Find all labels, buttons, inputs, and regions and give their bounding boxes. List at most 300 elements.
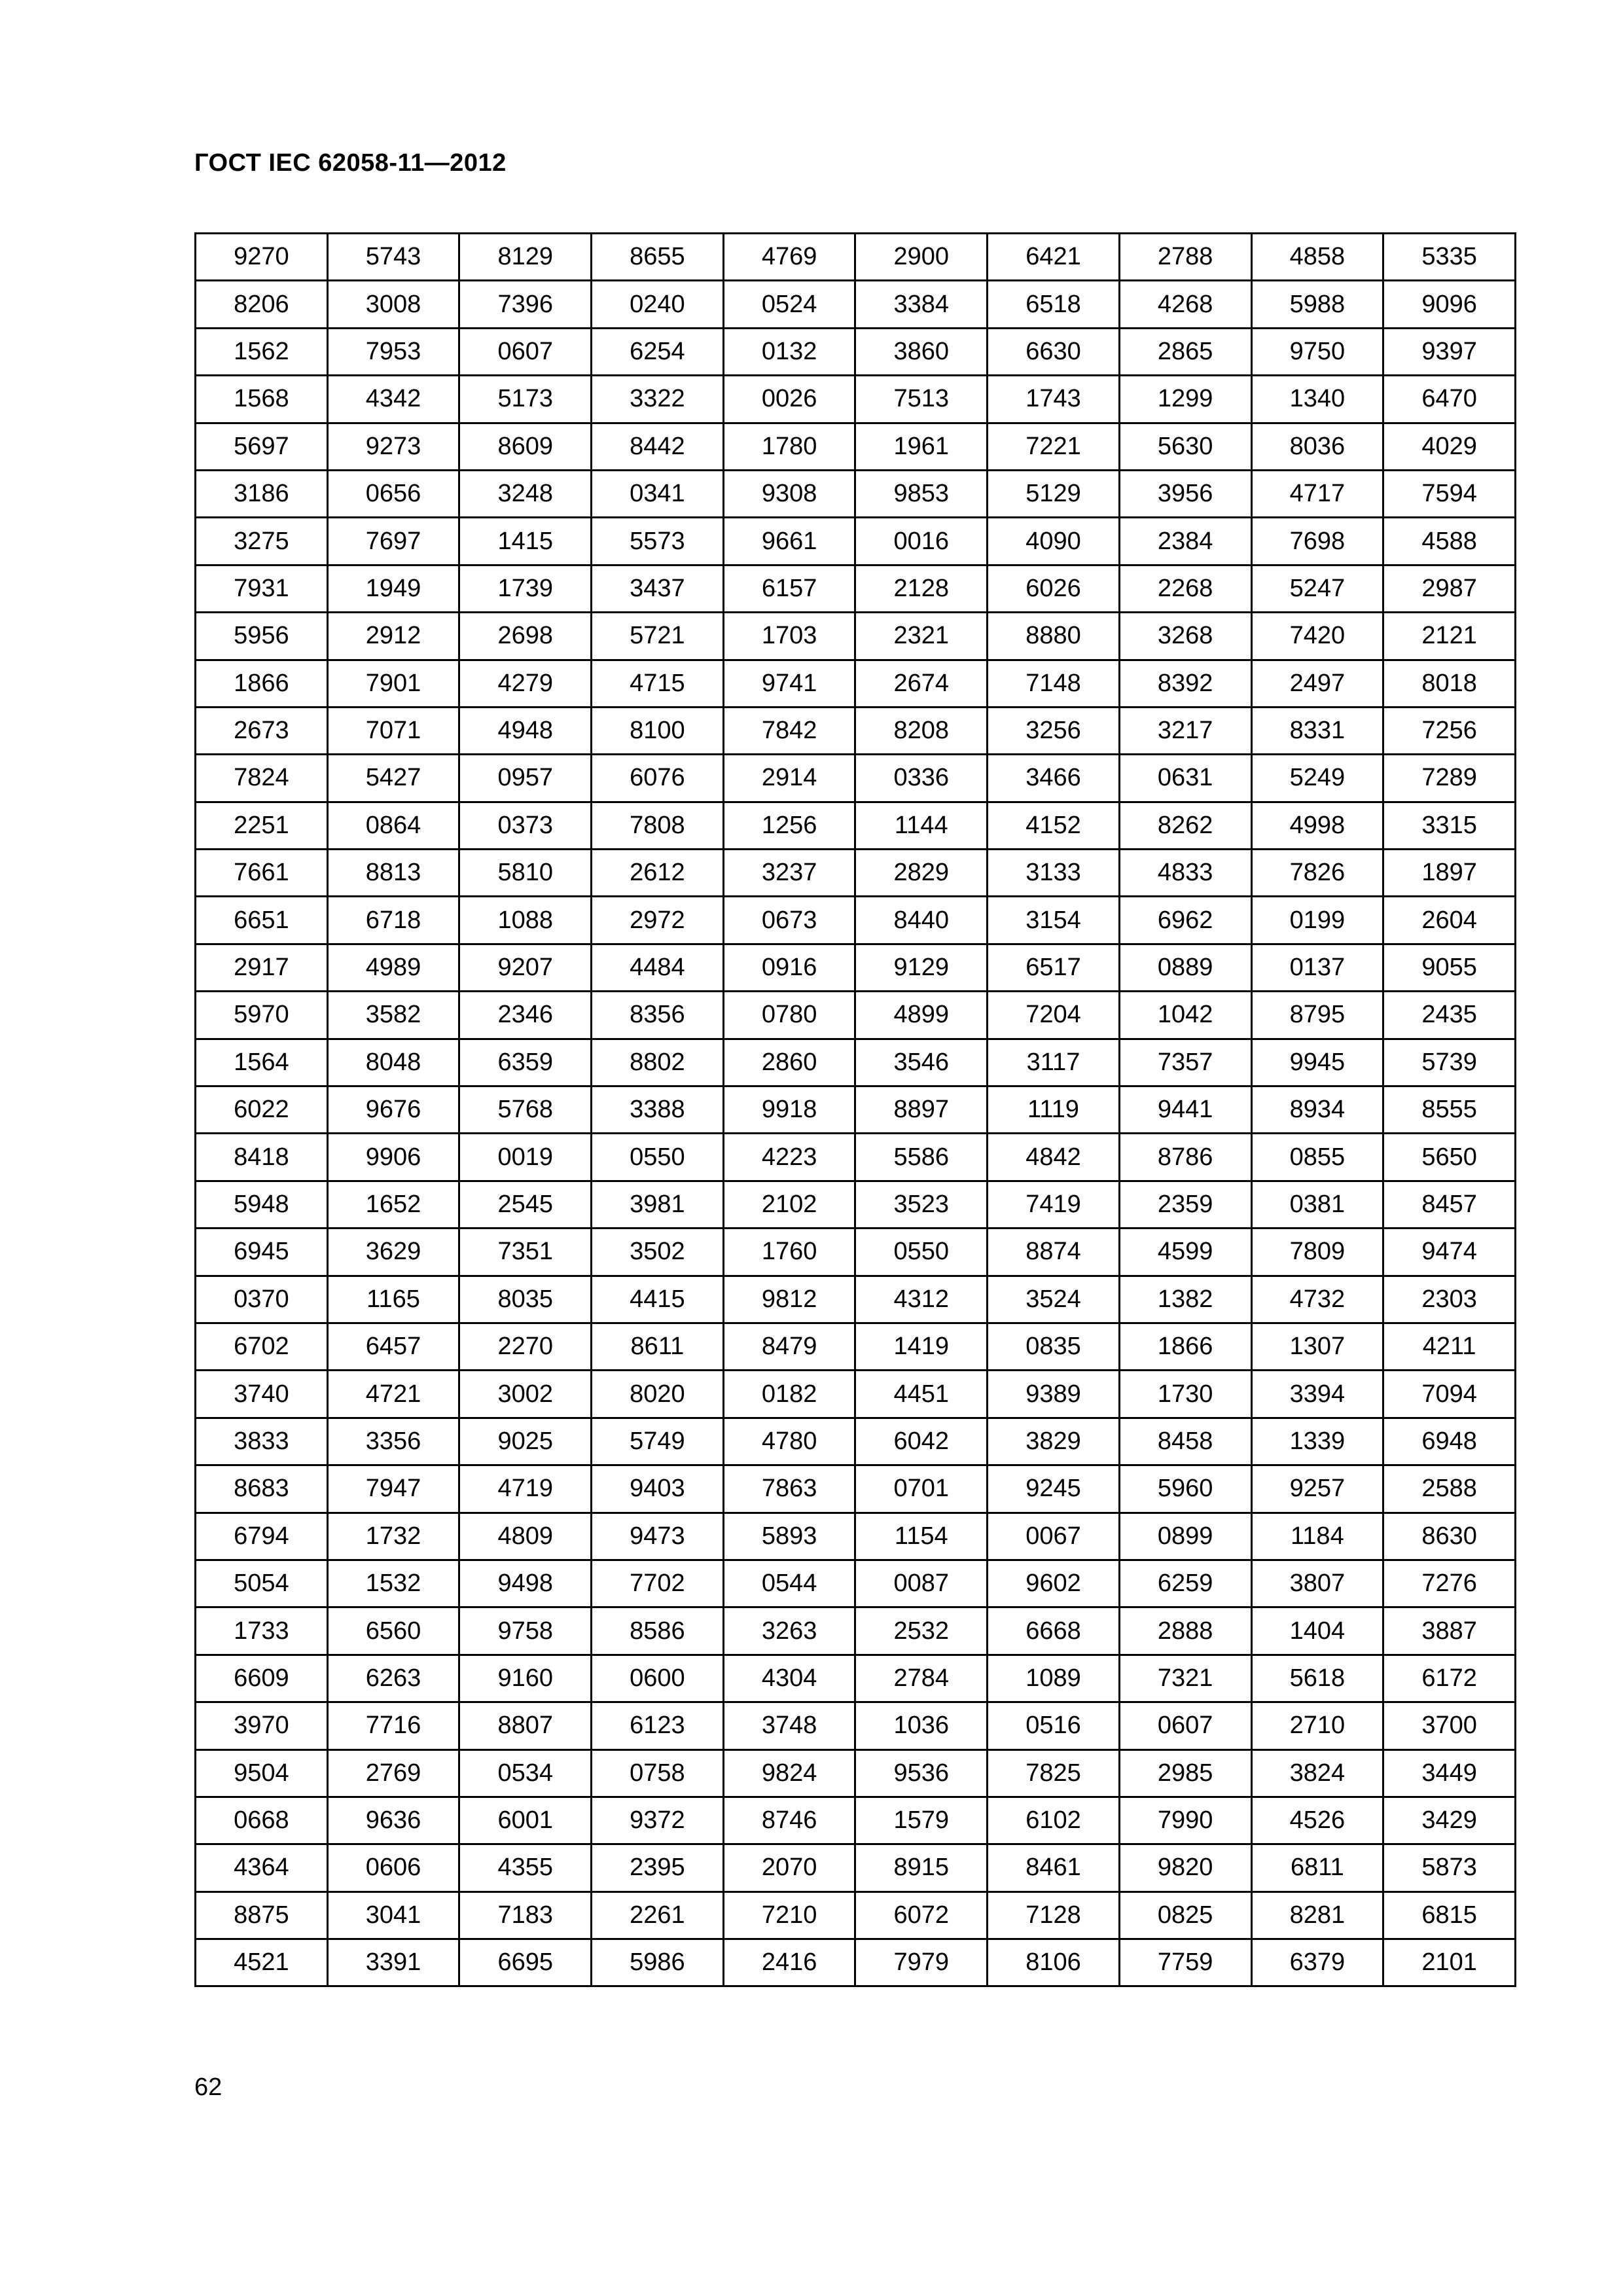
table-cell: 5986 bbox=[592, 1939, 724, 1986]
table-cell: 4715 bbox=[592, 660, 724, 707]
table-cell: 5873 bbox=[1383, 1844, 1516, 1892]
table-cell: 7759 bbox=[1119, 1939, 1251, 1986]
table-row bbox=[196, 802, 1516, 849]
table-cell: 1256 bbox=[723, 802, 855, 849]
table-cell: 7513 bbox=[855, 376, 988, 423]
table-cell: 1299 bbox=[1119, 376, 1251, 423]
table-cell: 0607 bbox=[459, 328, 592, 375]
table-cell: 8611 bbox=[592, 1323, 724, 1370]
table-row bbox=[196, 1418, 1516, 1465]
table-cell: 7809 bbox=[1251, 1229, 1383, 1276]
table-cell: 5956 bbox=[196, 613, 328, 660]
table-cell: 6517 bbox=[988, 944, 1120, 991]
table-cell: 7901 bbox=[327, 660, 459, 707]
table-cell: 3582 bbox=[327, 992, 459, 1039]
table-cell: 7661 bbox=[196, 850, 328, 897]
table-cell: 0544 bbox=[723, 1560, 855, 1607]
table-cell: 4858 bbox=[1251, 234, 1383, 281]
table-cell: 6359 bbox=[459, 1039, 592, 1086]
table-cell: 3268 bbox=[1119, 613, 1251, 660]
table-cell: 8807 bbox=[459, 1702, 592, 1749]
table-cell: 4599 bbox=[1119, 1229, 1251, 1276]
table-cell: 8262 bbox=[1119, 802, 1251, 849]
table-cell: 6948 bbox=[1383, 1418, 1516, 1465]
table-cell: 0026 bbox=[723, 376, 855, 423]
table-row bbox=[196, 660, 1516, 707]
table-cell: 8655 bbox=[592, 234, 724, 281]
table-cell: 5988 bbox=[1251, 281, 1383, 328]
table-cell: 0835 bbox=[988, 1323, 1120, 1370]
table-cell: 5630 bbox=[1119, 423, 1251, 470]
table-cell: 4780 bbox=[723, 1418, 855, 1465]
table-cell: 7808 bbox=[592, 802, 724, 849]
table-cell: 4989 bbox=[327, 944, 459, 991]
table-cell: 3956 bbox=[1119, 470, 1251, 517]
table-cell: 6102 bbox=[988, 1797, 1120, 1844]
table-cell: 8683 bbox=[196, 1465, 328, 1513]
table-cell: 6172 bbox=[1383, 1655, 1516, 1702]
table-cell: 8479 bbox=[723, 1323, 855, 1370]
table-cell: 3502 bbox=[592, 1229, 724, 1276]
table-cell: 8418 bbox=[196, 1134, 328, 1181]
table-cell: 3008 bbox=[327, 281, 459, 328]
table-cell: 7979 bbox=[855, 1939, 988, 1986]
table-cell: 9129 bbox=[855, 944, 988, 991]
table-cell: 3748 bbox=[723, 1702, 855, 1749]
table-cell: 0607 bbox=[1119, 1702, 1251, 1749]
table-cell: 3523 bbox=[855, 1181, 988, 1228]
table-cell: 5739 bbox=[1383, 1039, 1516, 1086]
table-cell: 9441 bbox=[1119, 1086, 1251, 1134]
table-cell: 4279 bbox=[459, 660, 592, 707]
table-cell: 9273 bbox=[327, 423, 459, 470]
table-cell: 6022 bbox=[196, 1086, 328, 1134]
table-cell: 8208 bbox=[855, 707, 988, 754]
table-cell: 2532 bbox=[855, 1607, 988, 1655]
table-cell: 9741 bbox=[723, 660, 855, 707]
table-cell: 3466 bbox=[988, 755, 1120, 802]
table-cell: 0137 bbox=[1251, 944, 1383, 991]
table-cell: 8795 bbox=[1251, 992, 1383, 1039]
table-cell: 0855 bbox=[1251, 1134, 1383, 1181]
table-cell: 6518 bbox=[988, 281, 1120, 328]
table-cell: 7931 bbox=[196, 565, 328, 612]
page-number: 62 bbox=[194, 2073, 223, 2101]
table-cell: 6945 bbox=[196, 1229, 328, 1276]
table-cell: 0550 bbox=[592, 1134, 724, 1181]
table-cell: 0016 bbox=[855, 518, 988, 565]
table-cell: 7420 bbox=[1251, 613, 1383, 660]
table-cell: 9906 bbox=[327, 1134, 459, 1181]
table-cell: 8392 bbox=[1119, 660, 1251, 707]
table-cell: 3887 bbox=[1383, 1607, 1516, 1655]
table-cell: 0550 bbox=[855, 1229, 988, 1276]
table-cell: 9025 bbox=[459, 1418, 592, 1465]
table-cell: 5427 bbox=[327, 755, 459, 802]
table-cell: 5697 bbox=[196, 423, 328, 470]
table-cell: 3524 bbox=[988, 1276, 1120, 1323]
table-cell: 4211 bbox=[1383, 1323, 1516, 1370]
table-cell: 0341 bbox=[592, 470, 724, 517]
table-cell: 9245 bbox=[988, 1465, 1120, 1513]
table-row bbox=[196, 234, 1516, 281]
table-cell: 5970 bbox=[196, 992, 328, 1039]
table-cell: 4268 bbox=[1119, 281, 1251, 328]
table-cell: 2888 bbox=[1119, 1607, 1251, 1655]
table-cell: 2321 bbox=[855, 613, 988, 660]
table-cell: 8442 bbox=[592, 423, 724, 470]
table-cell: 6609 bbox=[196, 1655, 328, 1702]
table-cell: 8609 bbox=[459, 423, 592, 470]
table-cell: 1165 bbox=[327, 1276, 459, 1323]
table-body bbox=[196, 234, 1516, 1986]
table-cell: 1866 bbox=[1119, 1323, 1251, 1370]
table-cell: 4717 bbox=[1251, 470, 1383, 517]
table-row bbox=[196, 1560, 1516, 1607]
table-row bbox=[196, 707, 1516, 754]
table-cell: 9308 bbox=[723, 470, 855, 517]
table-cell: 3981 bbox=[592, 1181, 724, 1228]
table-cell: 0381 bbox=[1251, 1181, 1383, 1228]
table-cell: 4364 bbox=[196, 1844, 328, 1892]
table-cell: 2788 bbox=[1119, 234, 1251, 281]
table-cell: 6470 bbox=[1383, 376, 1516, 423]
table-cell: 2416 bbox=[723, 1939, 855, 1986]
table-cell: 7702 bbox=[592, 1560, 724, 1607]
table-cell: 8461 bbox=[988, 1844, 1120, 1892]
table-cell: 6695 bbox=[459, 1939, 592, 1986]
table-cell: 1119 bbox=[988, 1086, 1120, 1134]
table-cell: 4029 bbox=[1383, 423, 1516, 470]
table-cell: 6076 bbox=[592, 755, 724, 802]
table-cell: 5335 bbox=[1383, 234, 1516, 281]
table-row bbox=[196, 470, 1516, 517]
table-cell: 9853 bbox=[855, 470, 988, 517]
table-row bbox=[196, 281, 1516, 328]
table-cell: 4842 bbox=[988, 1134, 1120, 1181]
table-cell: 7221 bbox=[988, 423, 1120, 470]
table-cell: 0182 bbox=[723, 1371, 855, 1418]
table-cell: 2346 bbox=[459, 992, 592, 1039]
table-cell: 7396 bbox=[459, 281, 592, 328]
table-cell: 9055 bbox=[1383, 944, 1516, 991]
table-cell: 7825 bbox=[988, 1749, 1120, 1797]
table-cell: 7842 bbox=[723, 707, 855, 754]
table-cell: 6123 bbox=[592, 1702, 724, 1749]
table-row bbox=[196, 755, 1516, 802]
table-cell: 4415 bbox=[592, 1276, 724, 1323]
table-cell: 6157 bbox=[723, 565, 855, 612]
table-cell: 7697 bbox=[327, 518, 459, 565]
table-cell: 2612 bbox=[592, 850, 724, 897]
table-cell: 2900 bbox=[855, 234, 988, 281]
table-cell: 5129 bbox=[988, 470, 1120, 517]
table-cell: 9160 bbox=[459, 1655, 592, 1702]
table-cell: 7351 bbox=[459, 1229, 592, 1276]
table-row bbox=[196, 1702, 1516, 1749]
table-cell: 7256 bbox=[1383, 707, 1516, 754]
table-cell: 1961 bbox=[855, 423, 988, 470]
table-cell: 0370 bbox=[196, 1276, 328, 1323]
table-cell: 2914 bbox=[723, 755, 855, 802]
table-cell: 8457 bbox=[1383, 1181, 1516, 1228]
table-cell: 8035 bbox=[459, 1276, 592, 1323]
table-cell: 3117 bbox=[988, 1039, 1120, 1086]
table-cell: 8018 bbox=[1383, 660, 1516, 707]
table-cell: 0067 bbox=[988, 1513, 1120, 1560]
table-cell: 7419 bbox=[988, 1181, 1120, 1228]
table-cell: 6042 bbox=[855, 1418, 988, 1465]
table-row bbox=[196, 328, 1516, 375]
table-cell: 5247 bbox=[1251, 565, 1383, 612]
table-cell: 8630 bbox=[1383, 1513, 1516, 1560]
table-cell: 7276 bbox=[1383, 1560, 1516, 1607]
table-cell: 1730 bbox=[1119, 1371, 1251, 1418]
table-cell: 1419 bbox=[855, 1323, 988, 1370]
table-cell: 8440 bbox=[855, 897, 988, 944]
table-cell: 4588 bbox=[1383, 518, 1516, 565]
table-cell: 9372 bbox=[592, 1797, 724, 1844]
table-cell: 1743 bbox=[988, 376, 1120, 423]
table-cell: 7094 bbox=[1383, 1371, 1516, 1418]
table-cell: 1703 bbox=[723, 613, 855, 660]
table-cell: 2435 bbox=[1383, 992, 1516, 1039]
table-cell: 0656 bbox=[327, 470, 459, 517]
table-cell: 6794 bbox=[196, 1513, 328, 1560]
table-cell: 1733 bbox=[196, 1607, 328, 1655]
table-cell: 2359 bbox=[1119, 1181, 1251, 1228]
table-cell: 3807 bbox=[1251, 1560, 1383, 1607]
table-cell: 2395 bbox=[592, 1844, 724, 1892]
table-cell: 1579 bbox=[855, 1797, 988, 1844]
table-row bbox=[196, 518, 1516, 565]
table-cell: 0516 bbox=[988, 1702, 1120, 1749]
table-cell: 7716 bbox=[327, 1702, 459, 1749]
table-cell: 1564 bbox=[196, 1039, 328, 1086]
table-cell: 4721 bbox=[327, 1371, 459, 1418]
table-cell: 2545 bbox=[459, 1181, 592, 1228]
table-cell: 4719 bbox=[459, 1465, 592, 1513]
table-cell: 8281 bbox=[1251, 1892, 1383, 1939]
table-cell: 5893 bbox=[723, 1513, 855, 1560]
table-cell: 0631 bbox=[1119, 755, 1251, 802]
table-cell: 3186 bbox=[196, 470, 328, 517]
table-cell: 0600 bbox=[592, 1655, 724, 1702]
table-cell: 8100 bbox=[592, 707, 724, 754]
table-cell: 3315 bbox=[1383, 802, 1516, 849]
table-cell: 6457 bbox=[327, 1323, 459, 1370]
table-row bbox=[196, 1513, 1516, 1560]
table-cell: 6421 bbox=[988, 234, 1120, 281]
table-cell: 2829 bbox=[855, 850, 988, 897]
table-cell: 9820 bbox=[1119, 1844, 1251, 1892]
table-cell: 8875 bbox=[196, 1892, 328, 1939]
table-cell: 1339 bbox=[1251, 1418, 1383, 1465]
table-cell: 9661 bbox=[723, 518, 855, 565]
table-cell: 7863 bbox=[723, 1465, 855, 1513]
table-cell: 5249 bbox=[1251, 755, 1383, 802]
table-cell: 0673 bbox=[723, 897, 855, 944]
table-cell: 1739 bbox=[459, 565, 592, 612]
table-cell: 7148 bbox=[988, 660, 1120, 707]
table-cell: 0899 bbox=[1119, 1513, 1251, 1560]
table-cell: 5573 bbox=[592, 518, 724, 565]
table-cell: 7128 bbox=[988, 1892, 1120, 1939]
table-cell: 0373 bbox=[459, 802, 592, 849]
table-cell: 3384 bbox=[855, 281, 988, 328]
table-cell: 4451 bbox=[855, 1371, 988, 1418]
table-cell: 9602 bbox=[988, 1560, 1120, 1607]
table-row bbox=[196, 1607, 1516, 1655]
table-cell: 6702 bbox=[196, 1323, 328, 1370]
table-cell: 6630 bbox=[988, 328, 1120, 375]
table-cell: 3391 bbox=[327, 1939, 459, 1986]
table-cell: 0780 bbox=[723, 992, 855, 1039]
table-cell: 7210 bbox=[723, 1892, 855, 1939]
table-cell: 2303 bbox=[1383, 1276, 1516, 1323]
table-cell: 9270 bbox=[196, 234, 328, 281]
table-cell: 9474 bbox=[1383, 1229, 1516, 1276]
table-cell: 8555 bbox=[1383, 1086, 1516, 1134]
table-cell: 2268 bbox=[1119, 565, 1251, 612]
table-cell: 3629 bbox=[327, 1229, 459, 1276]
table-row bbox=[196, 1323, 1516, 1370]
table-cell: 3860 bbox=[855, 328, 988, 375]
table-cell: 7071 bbox=[327, 707, 459, 754]
table-cell: 9207 bbox=[459, 944, 592, 991]
table-cell: 4312 bbox=[855, 1276, 988, 1323]
table-cell: 7594 bbox=[1383, 470, 1516, 517]
table-cell: 9758 bbox=[459, 1607, 592, 1655]
table-cell: 0087 bbox=[855, 1560, 988, 1607]
table-cell: 1562 bbox=[196, 328, 328, 375]
table-row bbox=[196, 423, 1516, 470]
table-cell: 8458 bbox=[1119, 1418, 1251, 1465]
table-cell: 8934 bbox=[1251, 1086, 1383, 1134]
table-cell: 9750 bbox=[1251, 328, 1383, 375]
table-cell: 8129 bbox=[459, 234, 592, 281]
table-cell: 0668 bbox=[196, 1797, 328, 1844]
table-cell: 0758 bbox=[592, 1749, 724, 1797]
table-row bbox=[196, 1655, 1516, 1702]
table-cell: 4998 bbox=[1251, 802, 1383, 849]
table-cell: 5054 bbox=[196, 1560, 328, 1607]
table-cell: 9536 bbox=[855, 1749, 988, 1797]
table-cell: 4090 bbox=[988, 518, 1120, 565]
table-cell: 4809 bbox=[459, 1513, 592, 1560]
table-cell: 1088 bbox=[459, 897, 592, 944]
table-cell: 3829 bbox=[988, 1418, 1120, 1465]
table-cell: 9096 bbox=[1383, 281, 1516, 328]
table-cell: 1949 bbox=[327, 565, 459, 612]
table-cell: 2710 bbox=[1251, 1702, 1383, 1749]
table-cell: 9473 bbox=[592, 1513, 724, 1560]
table-cell: 8746 bbox=[723, 1797, 855, 1844]
table-cell: 4833 bbox=[1119, 850, 1251, 897]
table-cell: 2070 bbox=[723, 1844, 855, 1892]
table-cell: 9812 bbox=[723, 1276, 855, 1323]
table-cell: 6254 bbox=[592, 328, 724, 375]
table-cell: 2673 bbox=[196, 707, 328, 754]
table-cell: 4769 bbox=[723, 234, 855, 281]
table-cell: 0916 bbox=[723, 944, 855, 991]
table-cell: 2912 bbox=[327, 613, 459, 660]
table-cell: 0534 bbox=[459, 1749, 592, 1797]
table-cell: 4223 bbox=[723, 1134, 855, 1181]
table-cell: 5173 bbox=[459, 376, 592, 423]
table-cell: 6815 bbox=[1383, 1892, 1516, 1939]
table-cell: 8020 bbox=[592, 1371, 724, 1418]
table-row bbox=[196, 1892, 1516, 1939]
table-cell: 3263 bbox=[723, 1607, 855, 1655]
table-cell: 6962 bbox=[1119, 897, 1251, 944]
table-cell: 2384 bbox=[1119, 518, 1251, 565]
table-cell: 7953 bbox=[327, 328, 459, 375]
table-cell: 1732 bbox=[327, 1513, 459, 1560]
table-cell: 5768 bbox=[459, 1086, 592, 1134]
table-row bbox=[196, 992, 1516, 1039]
table-row bbox=[196, 897, 1516, 944]
table-row bbox=[196, 376, 1516, 423]
table-cell: 3449 bbox=[1383, 1749, 1516, 1797]
table-cell: 3437 bbox=[592, 565, 724, 612]
table-cell: 5948 bbox=[196, 1181, 328, 1228]
table-cell: 0240 bbox=[592, 281, 724, 328]
table-cell: 3041 bbox=[327, 1892, 459, 1939]
table-cell: 2270 bbox=[459, 1323, 592, 1370]
table-row bbox=[196, 1939, 1516, 1986]
table-cell: 1415 bbox=[459, 518, 592, 565]
table-cell: 3429 bbox=[1383, 1797, 1516, 1844]
table-cell: 6263 bbox=[327, 1655, 459, 1702]
table-cell: 9257 bbox=[1251, 1465, 1383, 1513]
table-cell: 1307 bbox=[1251, 1323, 1383, 1370]
table-cell: 2972 bbox=[592, 897, 724, 944]
table-row bbox=[196, 1465, 1516, 1513]
table-cell: 0606 bbox=[327, 1844, 459, 1892]
table-cell: 3133 bbox=[988, 850, 1120, 897]
table-cell: 0132 bbox=[723, 328, 855, 375]
table-row bbox=[196, 1134, 1516, 1181]
table-cell: 8331 bbox=[1251, 707, 1383, 754]
table-cell: 2128 bbox=[855, 565, 988, 612]
table-cell: 3256 bbox=[988, 707, 1120, 754]
table-cell: 3154 bbox=[988, 897, 1120, 944]
table-cell: 7947 bbox=[327, 1465, 459, 1513]
table-cell: 3322 bbox=[592, 376, 724, 423]
table-cell: 2860 bbox=[723, 1039, 855, 1086]
table-cell: 6001 bbox=[459, 1797, 592, 1844]
table-cell: 1154 bbox=[855, 1513, 988, 1560]
table-cell: 6718 bbox=[327, 897, 459, 944]
table-cell: 4526 bbox=[1251, 1797, 1383, 1844]
table-cell: 1144 bbox=[855, 802, 988, 849]
table-row bbox=[196, 1844, 1516, 1892]
table-cell: 2865 bbox=[1119, 328, 1251, 375]
table-cell: 4732 bbox=[1251, 1276, 1383, 1323]
table-cell: 5810 bbox=[459, 850, 592, 897]
table-cell: 4342 bbox=[327, 376, 459, 423]
table-cell: 8048 bbox=[327, 1039, 459, 1086]
table-cell: 9498 bbox=[459, 1560, 592, 1607]
table-cell: 1340 bbox=[1251, 376, 1383, 423]
table-cell: 6651 bbox=[196, 897, 328, 944]
table-cell: 7289 bbox=[1383, 755, 1516, 802]
table-cell: 3217 bbox=[1119, 707, 1251, 754]
table-cell: 7183 bbox=[459, 1892, 592, 1939]
table-cell: 2917 bbox=[196, 944, 328, 991]
table-cell: 3356 bbox=[327, 1418, 459, 1465]
